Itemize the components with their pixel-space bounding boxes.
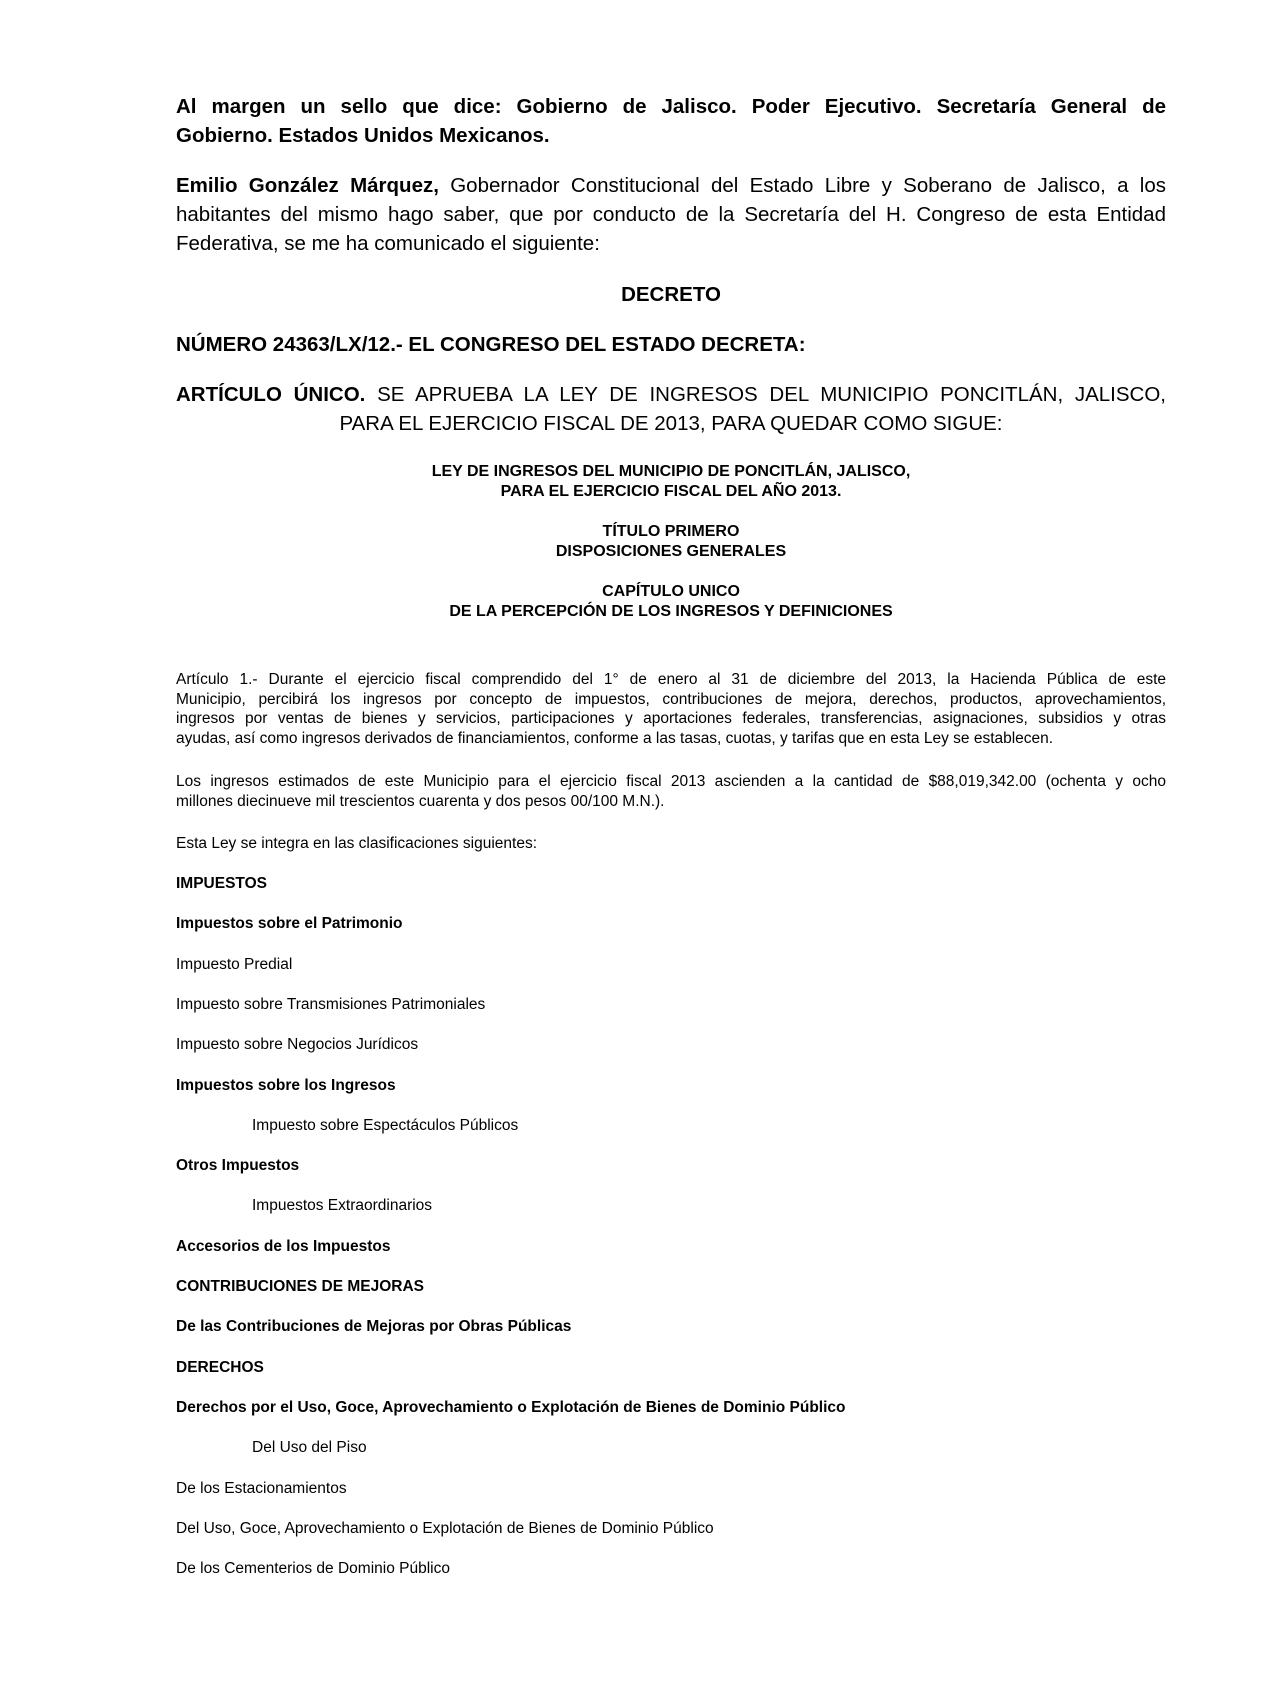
single-article-line-2: PARA EL EJERCICIO FISCAL DE 2013, PARA QUEDAR COMO SIGUE:	[339, 412, 1003, 435]
estimate-paragraph	[176, 772, 1166, 811]
title-one	[176, 522, 1166, 562]
single-article-line-1-rest: SE APRUEBA LA LEY DE INGRESOS DEL MUNICIPIO PONCITLÁN, JALISCO,	[365, 383, 1166, 406]
classification-item: DERECHOS	[176, 1358, 264, 1376]
chapter-heading	[176, 582, 1166, 622]
classification-item: Impuesto sobre Negocios Jurídicos	[176, 1036, 419, 1054]
article-1	[176, 670, 1166, 748]
classification-item: Del Uso, Goce, Aprovechamiento o Explotación de Bienes de Dominio Público	[176, 1519, 714, 1537]
single-article-label: ARTÍCULO ÚNICO.	[176, 383, 366, 406]
classification-intro: Esta Ley se integra en las clasificaciones siguientes:	[176, 835, 538, 852]
decree-heading: DECRETO	[621, 283, 721, 306]
law-title	[176, 462, 1166, 502]
governor-name: Emilio González Márquez,	[176, 174, 439, 197]
single-article-line-1	[176, 380, 1166, 409]
governor-line-1-rest: Gobernador Constitucional del Estado Libre y Soberano de Jalisco, a los	[438, 174, 1166, 197]
classification-item: De los Cementerios de Dominio Público	[176, 1560, 450, 1578]
law-title-line-1: LEY DE INGRESOS DEL MUNICIPIO DE PONCITLÁN, JALISCO,	[431, 463, 911, 480]
article-1-line-1: Artículo 1.- Durante el ejercicio fiscal comprendido del 1° de enero al 31 de diciembre del 2013, la Hacienda Pública de este	[176, 671, 1166, 688]
seal-paragraph	[176, 92, 1166, 150]
governor-line-1	[176, 171, 1166, 200]
chapter-line-2: DE LA PERCEPCIÓN DE LOS INGRESOS Y DEFINICIONES	[449, 603, 893, 620]
classification-item: Impuestos sobre los Ingresos	[176, 1076, 396, 1094]
article-1-line-4: ayudas, así como ingresos derivados de financiamientos, conforme a las tasas, cuotas, y tarifas que en esta Ley se establecen.	[176, 729, 1054, 747]
classification-item: CONTRIBUCIONES DE MEJORAS	[176, 1278, 425, 1295]
governor-line-3: Federativa, se me ha comunicado el siguiente:	[176, 232, 600, 255]
seal-line-2: Gobierno. Estados Unidos Mexicanos.	[176, 124, 550, 147]
classification-item: De las Contribuciones de Mejoras por Obras Públicas	[176, 1318, 572, 1336]
article-1-line-2: Municipio, percibirá los ingresos por concepto de impuestos, contribuciones de mejora, derechos, productos, aprovechamientos,	[176, 690, 1166, 708]
classification-item: Derechos por el Uso, Goce, Aprovechamiento o Explotación de Bienes de Dominio Público	[176, 1398, 846, 1416]
decree-number: NÚMERO 24363/LX/12.- EL CONGRESO DEL ESTADO DECRETA:	[176, 333, 806, 356]
governor-line-2: habitantes del mismo hago saber, que por conducto de la Secretaría del H. Congreso de esta Entidad	[176, 203, 1166, 226]
classification-item: Impuesto sobre Espectáculos Públicos	[252, 1116, 519, 1134]
governor-paragraph	[176, 171, 1166, 258]
classification-item: Impuesto sobre Transmisiones Patrimoniales	[176, 995, 486, 1013]
title-one-line-2: DISPOSICIONES GENERALES	[555, 543, 787, 560]
single-article	[176, 380, 1166, 438]
classification-item: IMPUESTOS	[176, 875, 268, 892]
classification-item: Accesorios de los Impuestos	[176, 1237, 391, 1255]
estimate-line-1: Los ingresos estimados de este Municipio para el ejercicio fiscal 2013 ascienden a la cantidad de $88,019,342.00 (ochenta y ocho	[176, 773, 1166, 790]
seal-line-1: Al margen un sello que dice: Gobierno de Jalisco. Poder Ejecutivo. Secretaría General de	[176, 95, 1166, 118]
title-one-line-1: TÍTULO PRIMERO	[602, 523, 740, 540]
classification-item: Impuesto Predial	[176, 955, 293, 973]
classification-item: Impuestos sobre el Patrimonio	[176, 915, 403, 933]
classification-item: Del Uso del Piso	[252, 1439, 367, 1457]
estimate-line-2: millones diecinueve mil trescientos cuarenta y dos pesos 00/100 M.N.).	[176, 792, 665, 810]
classification-item: Impuestos Extraordinarios	[252, 1197, 433, 1215]
classification-item: Otros Impuestos	[176, 1157, 300, 1175]
article-1-line-3: ingresos por ventas de bienes y servicios, participaciones y aportaciones federales, transferencias, asignaciones, subsidios y otras	[176, 710, 1166, 727]
classification-item: De los Estacionamientos	[176, 1479, 347, 1497]
chapter-line-1: CAPÍTULO UNICO	[602, 583, 740, 600]
law-title-line-2: PARA EL EJERCICIO FISCAL DEL AÑO 2013.	[500, 483, 842, 500]
